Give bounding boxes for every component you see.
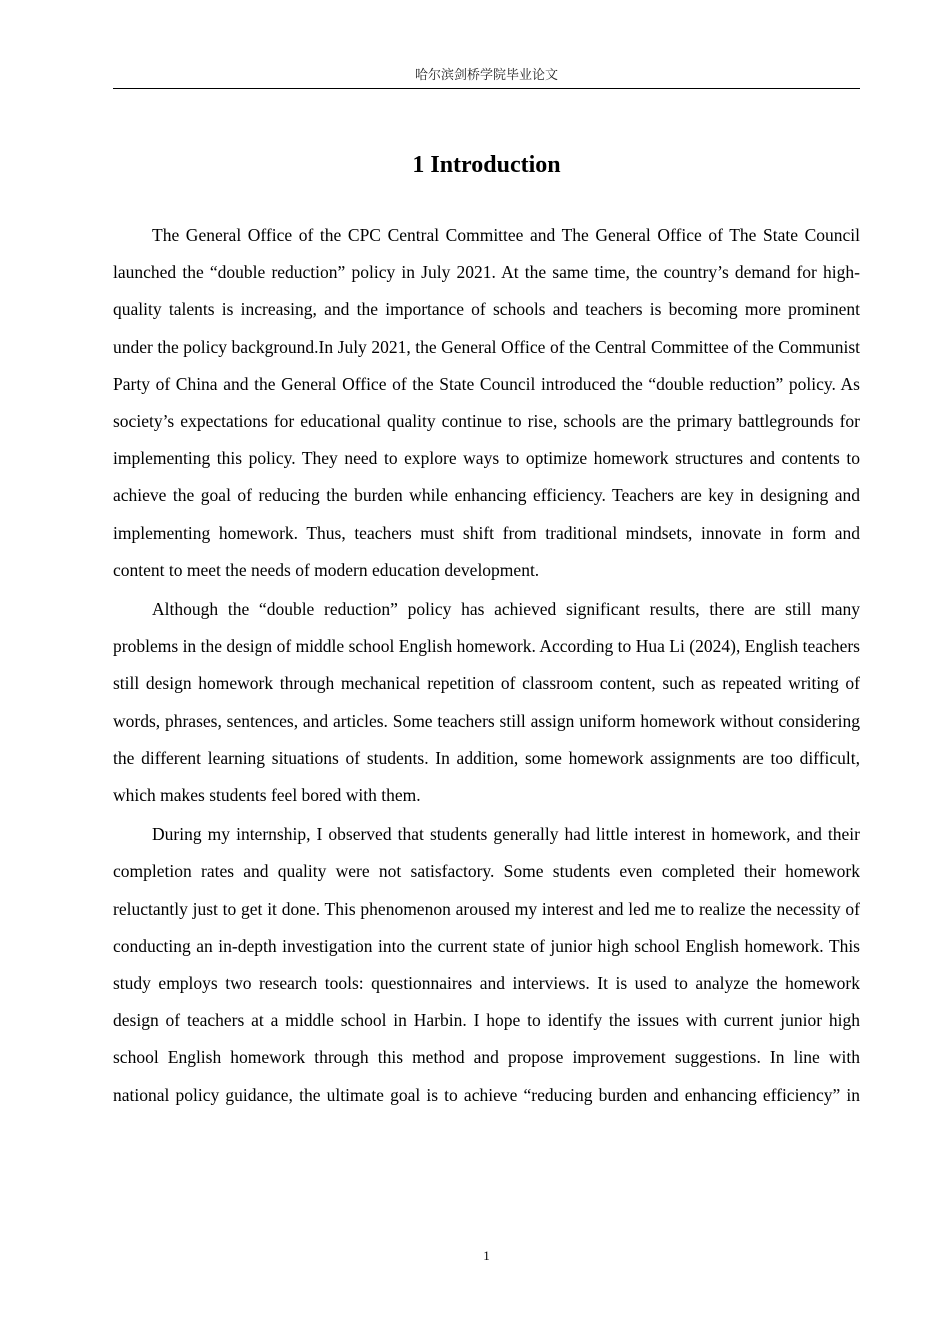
header-rule: [113, 88, 860, 89]
paragraph-3: During my internship, I observed that students generally had little interest in homework, and their completion rates and quality were not satisfactory. Some students even completed their homework reluctantly just to get it done. This phenomenon aroused my interest and led me to realize the necessity of conducting an in-depth investigation into the current state of junior high school English homework. This study employs two research tools: questionnaires and interviews. It is used to analyze the homework design of teachers at a middle school in Harbin. I hope to identify the issues with current junior high school English homework through this method and propose improvement suggestions. In line with national policy guidance, the ultimate goal is to achieve “reducing burden and enhancing efficiency” in: [113, 824, 860, 1105]
paragraph-2: Although the “double reduction” policy has achieved significant results, there are still many problems in the design of middle school English homework. According to Hua Li (2024), English teachers still design homework through mechanical repetition of classroom content, such as repeated writing of words, phrases, sentences, and articles. Some teachers still assign uniform homework without considering the different learning situations of students. In addition, some homework assignments are too difficult, which makes students feel bored with them.: [113, 599, 860, 806]
paragraph-1: The General Office of the CPC Central Committee and The General Office of The State Council launched the “double reduction” policy in July 2021. At the same time, the country’s demand for high-quality talents is increasing, and the importance of schools and teachers is becoming more prominent under the policy background.In July 2021, the General Office of the Central Committee of the Communist Party of China and the General Office of the State Council introduced the “double reduction” policy. As society’s expectations for educational quality continue to rise, schools are the primary battlegrounds for implementing this policy. They need to explore ways to optimize homework structures and contents to achieve the goal of reducing the burden while enhancing efficiency. Teachers are key in designing and implementing homework. Thus, teachers must shift from traditional mindsets, innovate in form and content to meet the needs of modern education development.: [113, 225, 860, 580]
page-number: 1: [483, 1248, 490, 1263]
body-text: [113, 217, 860, 1116]
chapter-title: 1 Introduction: [412, 152, 561, 178]
running-header: 哈尔滨剑桥学院毕业论文: [414, 68, 558, 83]
